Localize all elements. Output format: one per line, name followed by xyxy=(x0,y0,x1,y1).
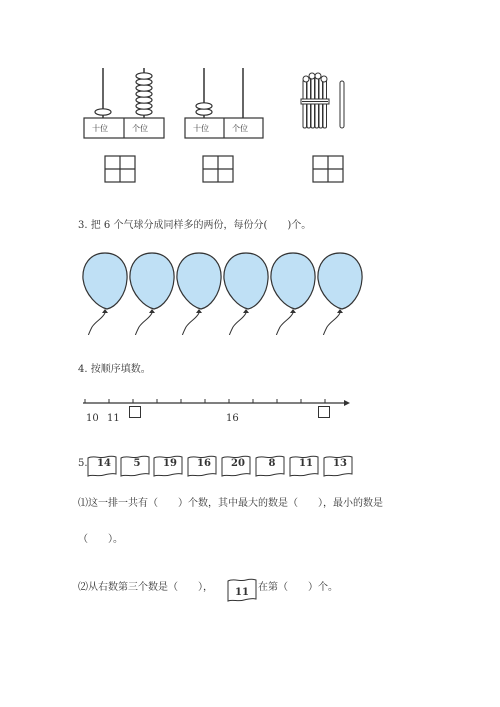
balloon xyxy=(318,253,362,335)
answer-grid xyxy=(313,156,343,182)
answer-box[interactable] xyxy=(318,406,330,418)
number-line xyxy=(78,393,358,413)
balloon xyxy=(130,253,174,335)
tens-label: 十位 xyxy=(92,124,108,133)
answer-box[interactable] xyxy=(129,406,141,418)
abacus-bead-stack xyxy=(136,73,152,115)
flag-number: 16 xyxy=(197,458,211,469)
question-5-part-2-before: ⑵从右数第三个数是（ ）， xyxy=(78,582,213,593)
balloon-row xyxy=(80,245,380,335)
question-4-text: 4. 按顺序填数。 xyxy=(78,364,151,375)
ones-label: 个位 xyxy=(132,124,148,133)
balloon xyxy=(83,253,127,335)
balloon xyxy=(224,253,268,335)
balloon xyxy=(271,253,315,335)
flag-number: 11 xyxy=(299,458,313,469)
stick-bundle xyxy=(301,73,329,128)
tick-label: 10 xyxy=(86,413,99,424)
ones-label: 个位 xyxy=(232,124,248,133)
question-5-part-1-line-2: （ ）。 xyxy=(78,534,123,545)
inline-flag-number: 11 xyxy=(235,587,249,598)
question-3-text: 3. 把 6 个气球分成同样多的两份，每份分( )个。 xyxy=(78,220,312,231)
single-stick xyxy=(340,81,344,128)
flag-number: 20 xyxy=(231,458,245,469)
flag-number: 8 xyxy=(268,458,276,469)
flag-number: 13 xyxy=(333,458,347,469)
tens-label: 十位 xyxy=(193,124,209,133)
flag-number: 14 xyxy=(97,458,111,469)
tick-label: 11 xyxy=(107,413,120,424)
question-5-part-2-after: 在第（ ）个。 xyxy=(258,582,338,593)
flag-labels xyxy=(86,458,361,476)
flag-number: 5 xyxy=(133,458,141,469)
question-5-part-1-line-1: ⑴这一排一共有（ ）个数，其中最大的数是（ ），最小的数是 xyxy=(78,498,383,509)
balloon xyxy=(177,253,221,335)
abacus-bead-stack xyxy=(196,103,212,115)
abacus-bead xyxy=(95,109,111,115)
question-5-number: 5. xyxy=(78,458,88,469)
flag-number: 19 xyxy=(163,458,177,469)
counting-figures xyxy=(0,0,500,200)
tick-label: 16 xyxy=(226,413,239,424)
